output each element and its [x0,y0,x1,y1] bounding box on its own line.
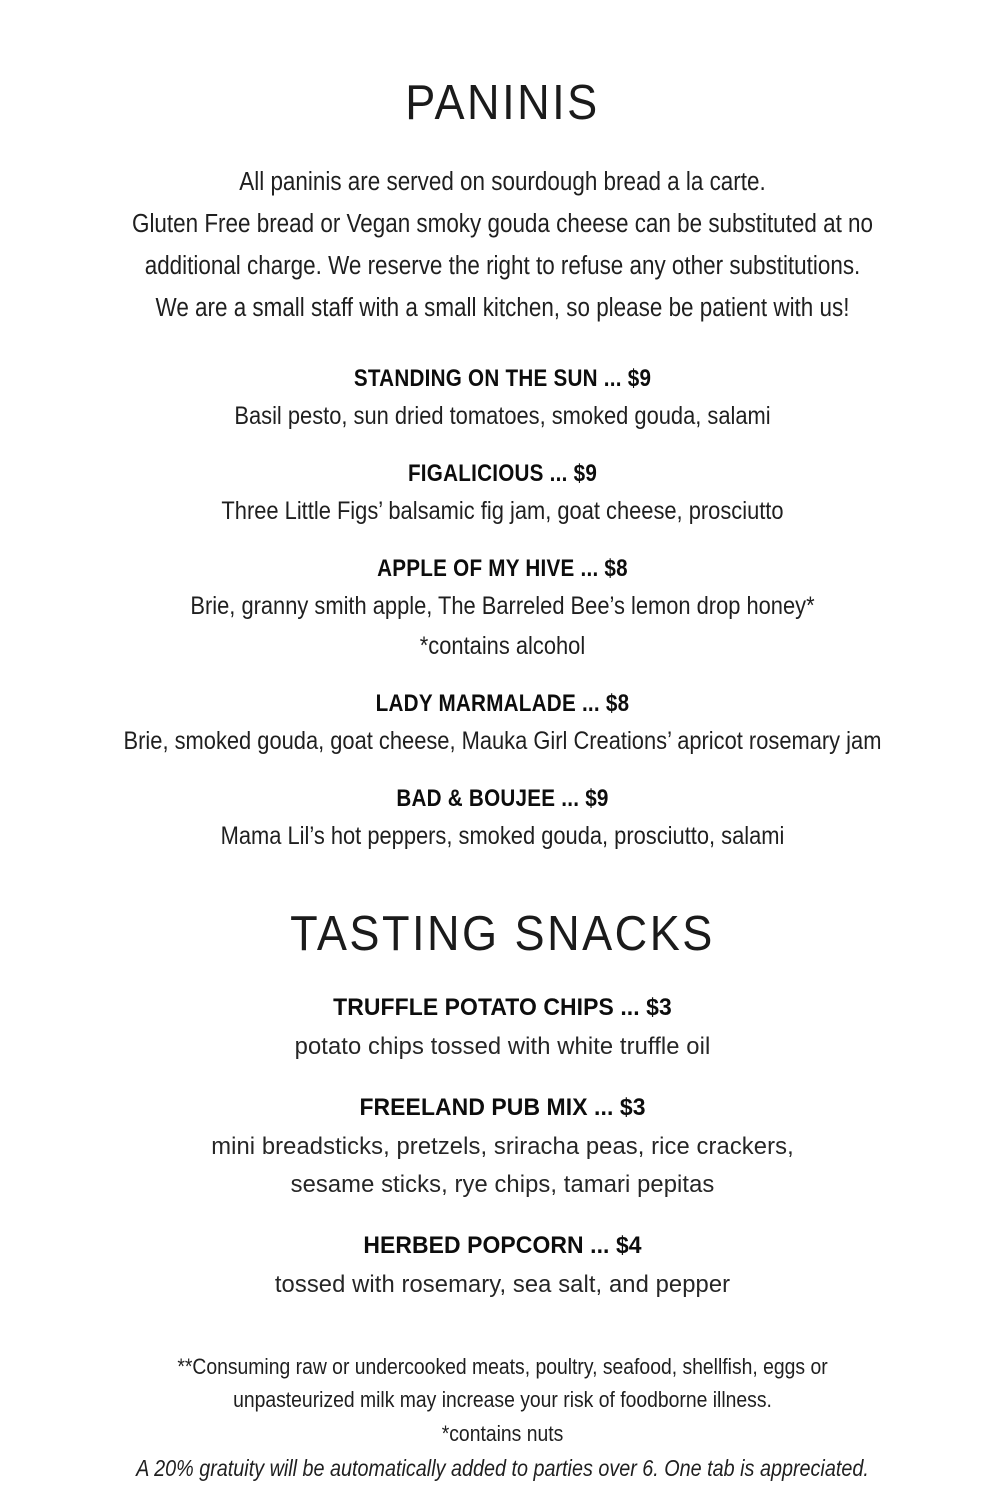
menu-item [44,1092,961,1204]
menu-item-title: FIGALICIOUS ... $9 [407,459,598,487]
menu-item-description: Basil pesto, sun dried tomatoes, smoked gouda, salami [234,401,771,430]
footer-contains-nuts: *contains nuts [441,1421,564,1447]
panini-item-list [44,363,961,854]
intro-line-1: All paninis are served on sourdough bread a la carte. [239,167,766,196]
section-heading-tasting-snacks: TASTING SNACKS [290,907,715,962]
menu-item-description: Three Little Figs’ balsamic fig jam, goat cheese, prosciutto [221,496,784,525]
menu-item-description [58,1028,947,1066]
menu-item-title: BAD & BOUJEE ... $9 [396,784,609,812]
snack-item-list [44,992,961,1304]
menu-item [44,688,961,759]
menu-item [44,783,961,854]
section-heading-paninis: PANINIS [405,75,600,130]
intro-line-2: Gluten Free bread or Vegan smoky gouda cheese can be substituted at no [131,209,874,238]
menu-item-description-line: potato chips tossed with white truffle oil [294,1033,711,1061]
menu-item-description [58,1266,947,1304]
menu-item [44,458,961,529]
footer-disclaimer-line-1: **Consuming raw or undercooked meats, poultry, seafood, shellfish, eggs or [177,1354,828,1380]
menu-item [44,553,961,664]
menu-item [44,992,961,1066]
menu-item-description-line: mini breadsticks, pretzels, sriracha peas, rice crackers, [211,1133,794,1161]
paninis-intro [99,161,906,329]
menu-item-title: TRUFFLE POTATO CHIPS ... $3 [333,994,672,1022]
menu-item-title: HERBED POPCORN ... $4 [363,1232,642,1260]
footer-gratuity-notice: A 20% gratuity will be automatically added to parties over 6. One tab is appreciated. [136,1455,869,1482]
intro-line-4: We are a small staff with a small kitchen, so please be patient with us! [155,293,850,322]
menu-item-title: STANDING ON THE SUN ... $9 [353,364,652,392]
menu-footer [44,1350,961,1485]
menu-item-description: Brie, granny smith apple, The Barreled Bee’s lemon drop honey* [190,591,815,620]
menu-item-description-line: sesame sticks, rye chips, tamari pepitas [290,1171,715,1199]
menu-item-title: APPLE OF MY HIVE ... $8 [377,554,628,582]
intro-line-3: additional charge. We reserve the right to refuse any other substitutions. [144,251,861,280]
footer-disclaimer-line-2: unpasteurized milk may increase your risk of foodborne illness. [233,1387,772,1413]
menu-page [0,33,1005,1482]
menu-item-description [58,1128,947,1204]
menu-item [44,363,961,434]
menu-item [44,1230,961,1304]
menu-item-description: Brie, smoked gouda, goat cheese, Mauka Girl Creations’ apricot rosemary jam [123,726,882,755]
menu-item-note: *contains alcohol [419,631,586,660]
menu-item-description-line: tossed with rosemary, sea salt, and pepper [274,1271,731,1299]
menu-item-title: FREELAND PUB MIX ... $3 [359,1094,646,1122]
menu-item-description: Mama Lil’s hot peppers, smoked gouda, prosciutto, salami [220,821,785,850]
menu-item-title: LADY MARMALADE ... $8 [375,689,630,717]
